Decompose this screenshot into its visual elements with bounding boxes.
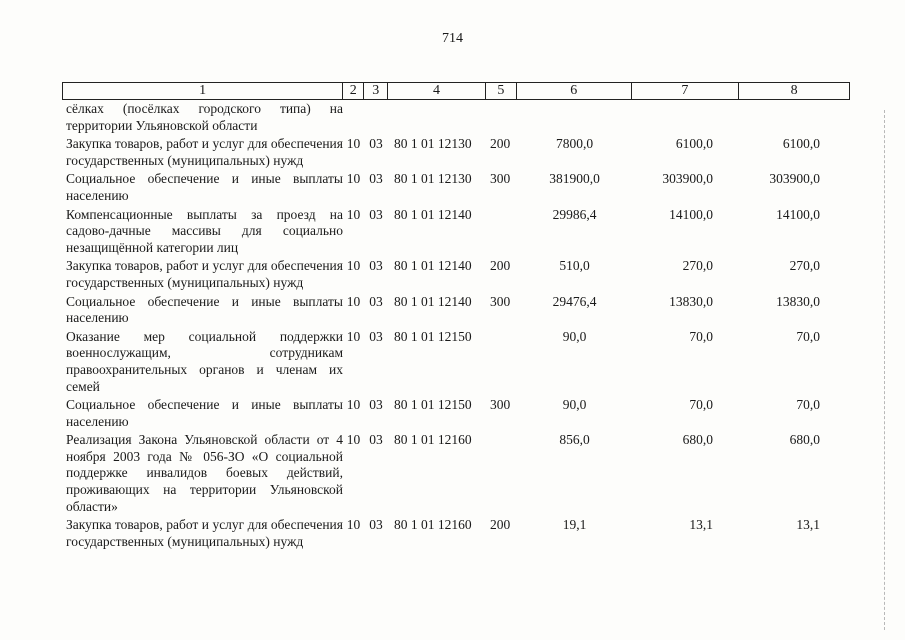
row-amount-2: 270,0 — [682, 258, 713, 274]
row-subsection: 03 — [369, 258, 383, 274]
row-expense-type — [486, 101, 517, 134]
row-name: Закупка товаров, работ и услуг для обеспечения государственных (муниципальных) нужд — [66, 136, 343, 168]
row-amount-2: 13,1 — [689, 517, 713, 533]
row-target-article — [388, 101, 486, 134]
row-expense-type: 200 — [490, 136, 511, 152]
row-amount-1: 856,0 — [559, 432, 590, 448]
row-target-article: 80 1 01 12150 — [394, 328, 472, 344]
row-name: Социальное обеспечение и иные выплаты населению — [66, 293, 343, 326]
row-section: 10 — [346, 328, 361, 344]
row-amount-3: 13830,0 — [776, 293, 820, 309]
row-section: 10 — [346, 258, 361, 274]
table-row — [62, 171, 850, 204]
row-amount-2: 6100,0 — [675, 136, 713, 152]
row-subsection: 03 — [369, 517, 383, 533]
row-target-article: 80 1 01 12160 — [394, 517, 472, 533]
row-target-article: 80 1 01 12130 — [394, 171, 472, 187]
row-name: Реализация Закона Ульяновской области от 4 ноября 2003 года № 056-ЗО «О социальной поддержке инвалидов боевых действий, проживающих на территории Ульяновской области» — [66, 432, 343, 514]
row-expense-type: 300 — [490, 171, 511, 187]
row-section — [343, 101, 364, 134]
row-name: Социальное обеспечение и иные выплаты населению — [66, 397, 343, 429]
row-amount-3: 70,0 — [796, 397, 820, 413]
row-amount-1: 90,0 — [562, 397, 587, 413]
table-row — [62, 329, 850, 395]
table-row — [62, 207, 850, 257]
row-section: 10 — [346, 432, 361, 448]
header-col-2: 2 — [343, 83, 364, 99]
row-section: 10 — [346, 206, 361, 222]
row-name: сёлках (посёлках городского типа) на территории Ульяновской области — [66, 101, 343, 133]
row-amount-3: 14100,0 — [776, 206, 820, 222]
row-name: Социальное обеспечение и иные выплаты населению — [66, 171, 343, 203]
row-amount-3: 270,0 — [789, 258, 820, 274]
table-row — [62, 397, 850, 430]
row-amount-3: 6100,0 — [782, 136, 820, 152]
row-expense-type — [486, 207, 517, 257]
row-name: Компенсационные выплаты за проезд на садово-дачные массивы для социально незащищённой категории лиц — [66, 206, 343, 255]
row-amount-2: 13830,0 — [669, 293, 713, 309]
table-body — [62, 101, 850, 552]
row-expense-type: 300 — [490, 397, 511, 413]
row-subsection: 03 — [369, 328, 383, 344]
row-expense-type: 200 — [490, 517, 511, 533]
table-row — [62, 101, 850, 134]
row-section: 10 — [346, 171, 361, 187]
row-name: Закупка товаров, работ и услуг для обеспечения государственных (муниципальных) нужд — [66, 517, 343, 549]
row-section: 10 — [346, 517, 361, 533]
table-row — [62, 258, 850, 291]
row-amount-1: 90,0 — [562, 328, 587, 344]
table-row — [62, 432, 850, 515]
row-subsection: 03 — [369, 171, 383, 187]
row-expense-type — [486, 432, 517, 515]
row-amount-1: 7800,0 — [555, 136, 594, 152]
header-col-7: 7 — [632, 83, 740, 99]
header-col-4: 4 — [388, 83, 486, 99]
header-col-8: 8 — [790, 83, 798, 98]
row-expense-type — [486, 329, 517, 395]
row-amount-1: 19,1 — [562, 517, 587, 533]
row-amount-1: 510,0 — [559, 258, 590, 274]
row-amount-1 — [517, 101, 632, 134]
row-expense-type: 200 — [490, 258, 511, 274]
row-amount-2: 14100,0 — [669, 206, 713, 222]
row-amount-1: 381900,0 — [549, 171, 600, 187]
header-col-1: 1 — [63, 83, 343, 99]
row-section: 10 — [346, 397, 361, 413]
row-target-article: 80 1 01 12140 — [394, 258, 472, 274]
row-amount-2: 303900,0 — [662, 171, 713, 187]
page-number: 714 — [442, 31, 463, 46]
row-subsection — [364, 101, 388, 134]
row-name: Оказание мер социальной поддержки военнослужащим, сотрудникам правоохранительных органов и членам их семей — [66, 328, 343, 394]
table-row — [62, 517, 850, 550]
row-amount-1: 29476,4 — [552, 293, 597, 309]
row-target-article: 80 1 01 12160 — [394, 432, 472, 448]
row-amount-3: 70,0 — [796, 328, 820, 344]
row-target-article: 80 1 01 12130 — [394, 136, 472, 152]
row-amount-3 — [740, 101, 850, 134]
header-col-5: 5 — [486, 83, 517, 99]
table-row — [62, 294, 850, 327]
row-subsection: 03 — [369, 397, 383, 413]
row-section: 10 — [346, 136, 361, 152]
row-subsection: 03 — [369, 432, 383, 448]
row-target-article: 80 1 01 12140 — [394, 206, 472, 222]
row-target-article: 80 1 01 12140 — [394, 293, 472, 309]
page-edge-rule — [884, 110, 886, 630]
row-amount-3: 13,1 — [796, 517, 820, 533]
header-col-6: 6 — [517, 83, 632, 99]
row-section: 10 — [346, 293, 361, 309]
header-col-3: 3 — [364, 83, 388, 99]
table-row — [62, 136, 850, 169]
row-amount-3: 680,0 — [789, 432, 820, 448]
row-subsection: 03 — [369, 293, 383, 309]
row-amount-2 — [632, 101, 740, 134]
row-amount-1: 29986,4 — [552, 206, 597, 222]
row-subsection: 03 — [369, 206, 383, 222]
row-subsection: 03 — [369, 136, 383, 152]
row-amount-3: 303900,0 — [769, 171, 820, 187]
row-amount-2: 680,0 — [682, 432, 713, 448]
row-target-article: 80 1 01 12150 — [394, 397, 472, 413]
row-name: Закупка товаров, работ и услуг для обеспечения государственных (муниципальных) нужд — [66, 258, 343, 290]
row-expense-type: 300 — [490, 293, 511, 309]
row-amount-2: 70,0 — [689, 397, 713, 413]
row-amount-2: 70,0 — [689, 328, 713, 344]
table-header — [62, 82, 850, 100]
